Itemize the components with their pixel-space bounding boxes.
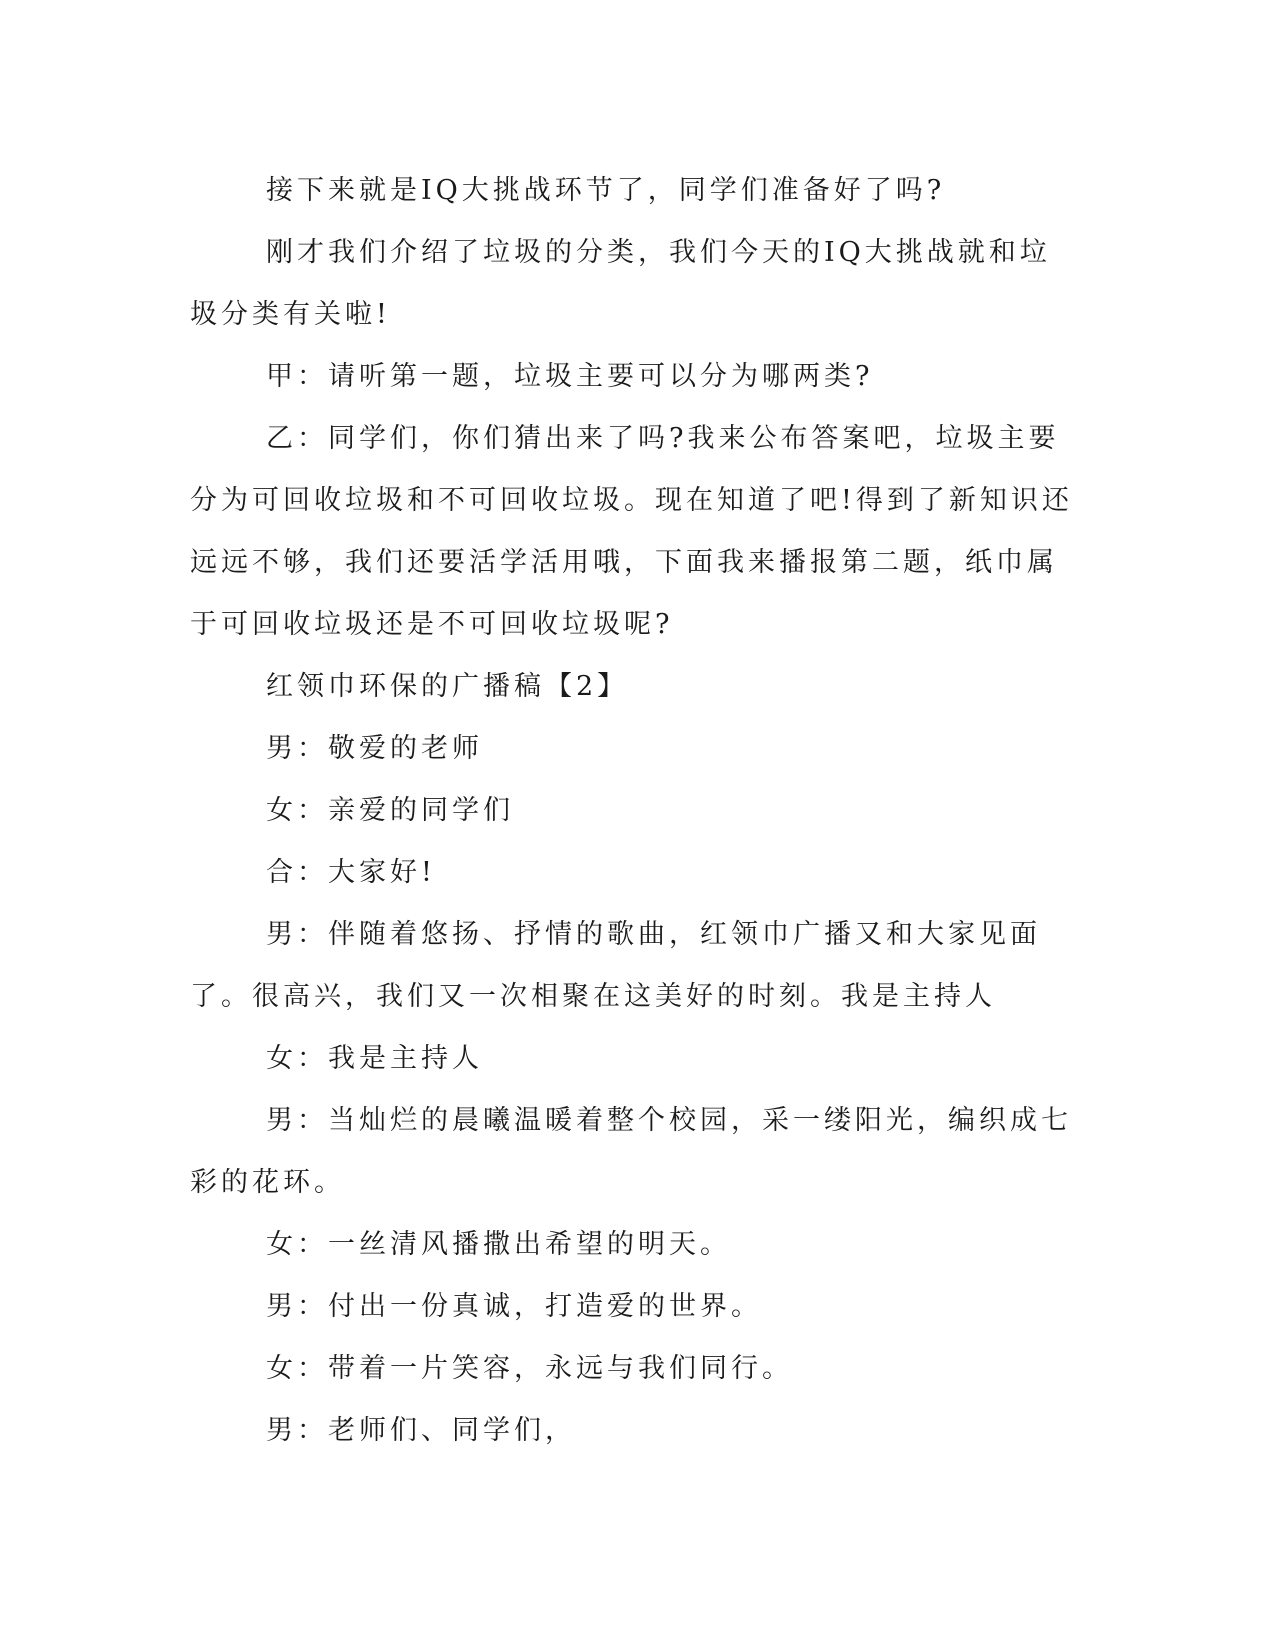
paragraph: 甲：请听第一题，垃圾主要可以分为哪两类?: [266, 361, 874, 392]
paragraph: 男：伴随着悠扬、抒情的歌曲，红领巾广播又和大家见面了。很高兴，我们又一次相聚在这美好的时刻。我是主持人: [190, 919, 1041, 1012]
document-body: [190, 160, 1080, 1462]
paragraph: 女：带着一片笑容，永远与我们同行。: [266, 1353, 793, 1384]
paragraph: 女：我是主持人: [266, 1043, 483, 1074]
paragraph: 男：敬爱的老师: [266, 733, 483, 764]
paragraph: 女：一丝清风播撒出希望的明天。: [266, 1229, 731, 1260]
paragraph: 乙：同学们，你们猜出来了吗?我来公布答案吧，垃圾主要分为可回收垃圾和不可回收垃圾。现在知道了吧!得到了新知识还远远不够，我们还要活学活用哦，下面我来播报第二题，纸巾属于可回收垃圾还是不可回收垃圾呢?: [190, 423, 1073, 640]
paragraph: 合：大家好!: [266, 857, 436, 888]
paragraph: 男：老师们、同学们，: [266, 1415, 576, 1446]
paragraph: 刚才我们介绍了垃圾的分类，我们今天的IQ大挑战就和垃圾分类有关啦!: [190, 237, 1051, 330]
paragraph: 接下来就是IQ大挑战环节了，同学们准备好了吗?: [266, 175, 946, 206]
paragraph: 男：当灿烂的晨曦温暖着整个校园，采一缕阳光，编织成七彩的花环。: [190, 1105, 1072, 1198]
section-heading: 红领巾环保的广播稿【2】: [266, 671, 629, 702]
paragraph: 男：付出一份真诚，打造爱的世界。: [266, 1291, 762, 1322]
paragraph: 女：亲爱的同学们: [266, 795, 514, 826]
